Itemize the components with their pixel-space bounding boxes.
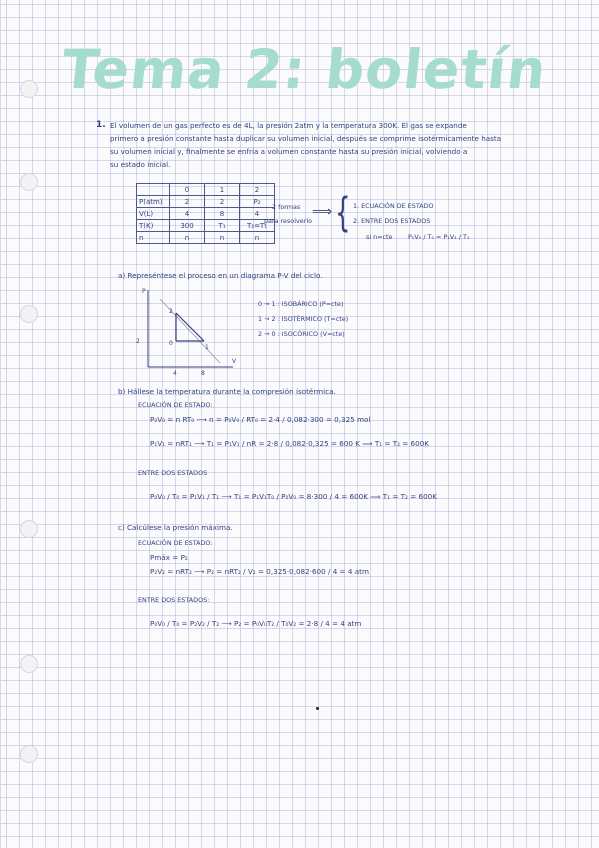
part-c-equation: P₂V₂ = nRT₂ ⟶ P₂ = nRT₂ / V₂ = 0,325·0,082·600 / 4 = 4 atm: [150, 567, 369, 576]
p-tick: 2: [136, 338, 140, 345]
v-tick: 8: [201, 370, 205, 377]
problem-number: 1.: [96, 120, 106, 130]
forms-condition: si n=cte: [366, 233, 393, 241]
process-line: 2 → 0 : ISOCÓRICO (V=cte): [258, 330, 345, 338]
forms-label: 2 formas: [272, 203, 301, 211]
double-arrow-icon: ⟹: [312, 204, 333, 220]
problem-line: El volumen de un gas perfecto es de 4L, la presión 2atm y la temperatura 300K. El gas se expande: [110, 121, 467, 130]
problem-line: primero a presión constante hasta duplicar su volumen inicial, después se comprime isotérmicamente hasta: [110, 134, 502, 143]
part-b-equation: P₀V₀ = n RT₀ ⟶ n = P₀V₀ / RT₀ = 2·4 / 0,082·300 = 0,325 mol: [150, 415, 371, 424]
forms-formula: P₀V₀ / T₀ = P₁V₁ / T₁: [408, 233, 470, 241]
part-a-label: a) Represéntese el proceso en un diagrama P-V del ciclo.: [118, 271, 323, 280]
p-axis-label: P: [142, 288, 146, 295]
binder-hole: [20, 80, 38, 98]
process-line: 1 → 2 : ISOTÉRMICO (T=cte): [258, 315, 349, 323]
forms-label: para resolverlo: [264, 217, 313, 225]
part-c-subheading: ENTRE DOS ESTADOS:: [138, 596, 210, 604]
part-b-equation: P₁V₁ = nRT₁ ⟶ T₁ = P₁V₁ / nR = 2·8 / 0,082·0,325 = 600 K ⟹ T₁ = T₂ = 600K: [150, 439, 429, 448]
part-b-equation: P₀V₀ / T₀ = P₁V₁ / T₁ ⟶ T₁ = P₁V₁T₀ / P₀V₀ = 8·300 / 4 = 600K ⟹ T₁ = T₂ = 600K: [150, 492, 437, 501]
part-c-subheading: ECUACIÓN DE ESTADO:: [138, 539, 213, 547]
ink-dot: [316, 707, 319, 710]
point-label: 0: [169, 340, 173, 347]
point-label: 2: [169, 308, 173, 315]
process-line: 0 → 1 : ISOBÁRICO (P=cte): [258, 300, 344, 308]
v-tick: 4: [173, 370, 177, 377]
table-row: V(L) 4 8 4: [137, 208, 275, 220]
part-b-label: b) Hállese la temperatura durante la compresión isotérmica.: [118, 387, 336, 396]
pv-diagram: [138, 285, 238, 375]
part-c-equation: P₀V₀ / T₀ = P₂V₂ / T₂ ⟶ P₂ = P₀V₀T₂ / T₀V₂ = 2·8 / 4 = 4 atm: [150, 619, 362, 628]
part-c-equation: Pmáx = P₂: [150, 553, 188, 562]
part-b-subheading: ECUACIÓN DE ESTADO:: [138, 401, 213, 409]
point-label: 1: [205, 344, 209, 351]
table-row: P(atm) 2 2 P₂: [137, 196, 275, 208]
part-b-subheading: ENTRE DOS ESTADOS: [138, 469, 208, 477]
binder-hole: [20, 305, 38, 323]
brace-icon: {: [335, 190, 351, 236]
v-axis-label: V: [232, 358, 237, 365]
part-c-label: c) Calcúlese la presión máxima.: [118, 523, 233, 532]
table-row: n n n n: [137, 232, 275, 244]
table-row: 0 1 2: [137, 184, 275, 196]
forms-option: 1. ECUACIÓN DE ESTADO: [353, 202, 434, 210]
binder-hole: [20, 745, 38, 763]
process-1-2: [176, 313, 204, 341]
binder-hole: [20, 655, 38, 673]
page-title: Tema 2: boletín: [58, 38, 550, 101]
binder-hole: [20, 173, 38, 191]
table-row: T(K) 300 T₁ T₂=T₁: [137, 220, 275, 232]
problem-line: su estado inicial.: [110, 160, 171, 169]
binder-hole: [20, 520, 38, 538]
problem-line: su volumen inicial y, finalmente se enfría a volumen constante hasta su presión inicial, volviendo a: [110, 147, 468, 156]
state-table: [136, 183, 275, 244]
forms-option: 2. ENTRE DOS ESTADOS: [353, 217, 431, 225]
